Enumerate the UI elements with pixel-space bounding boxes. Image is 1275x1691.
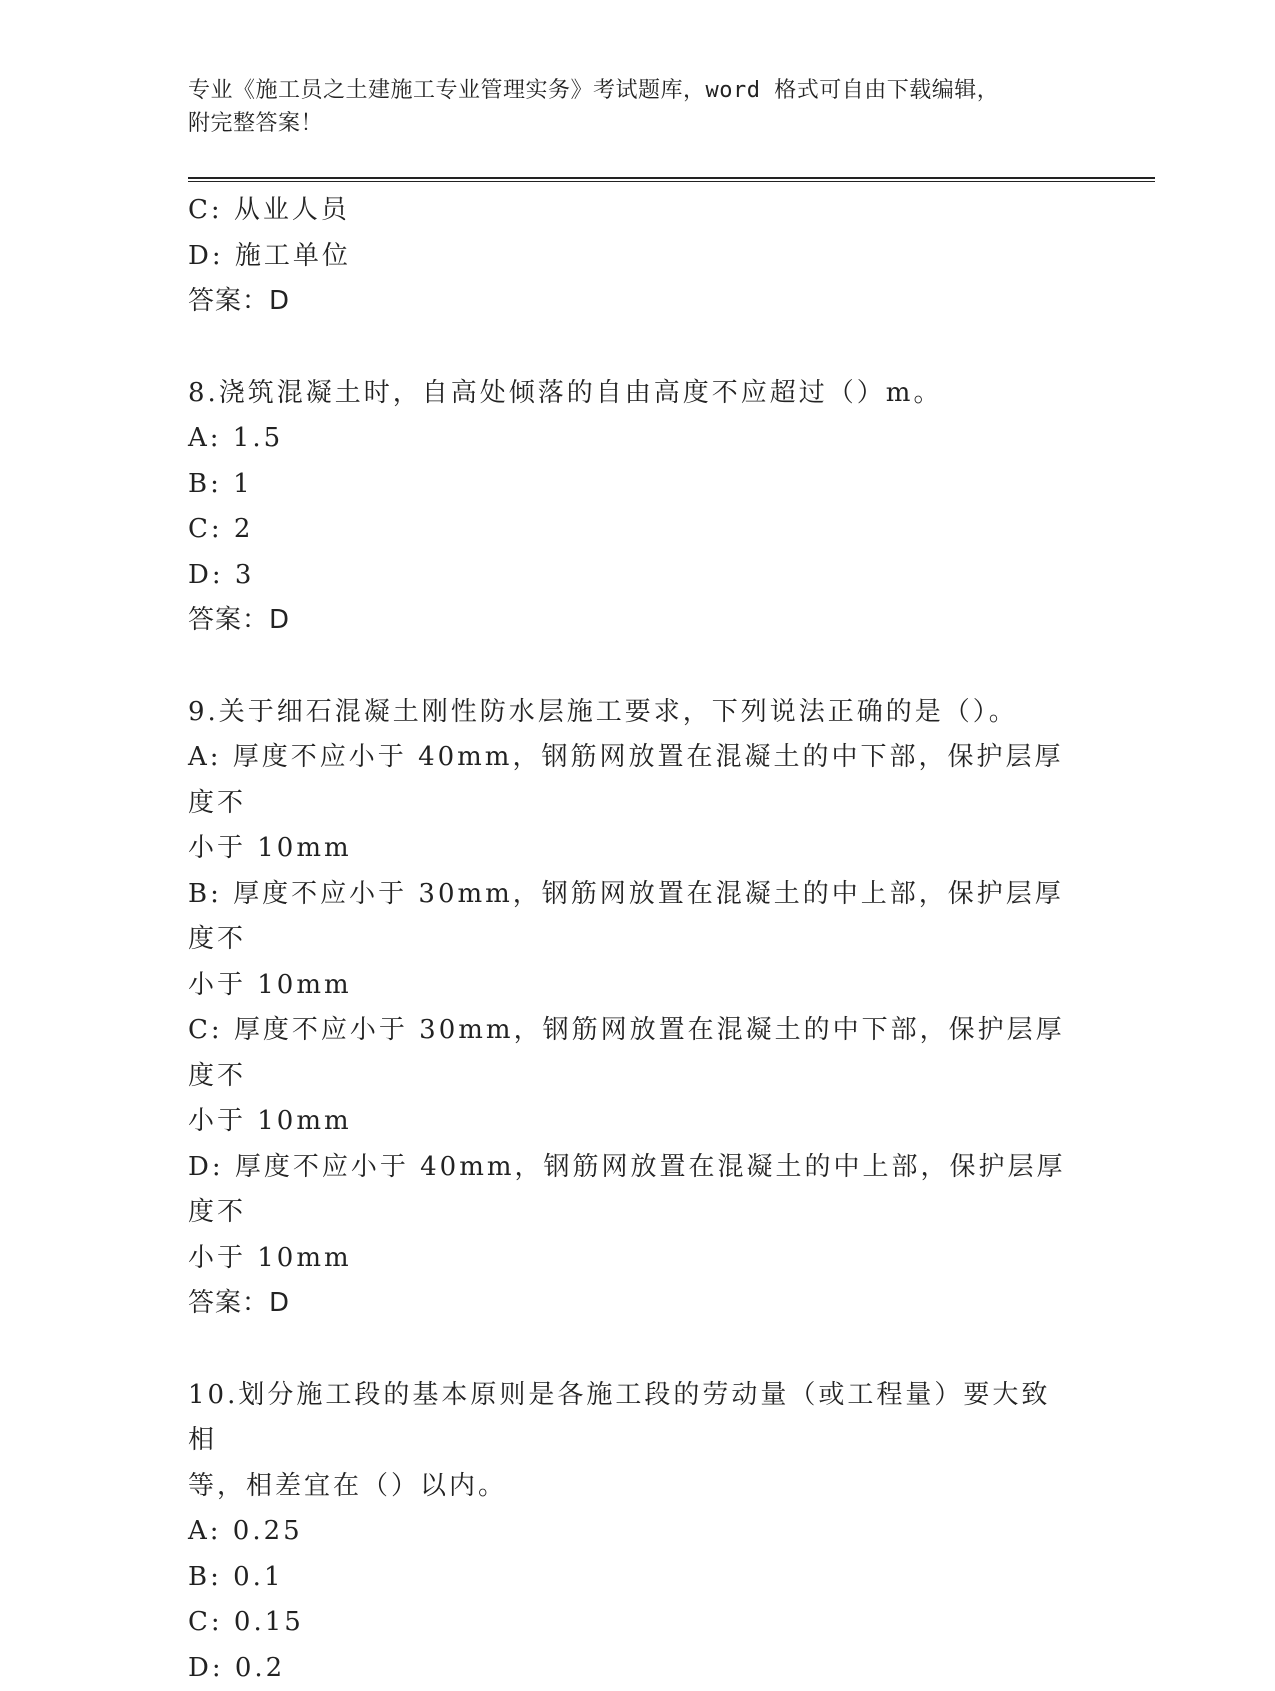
document-page [188, 0, 1148, 1650]
option-d [188, 1145, 1078, 1282]
question-stem: 9.关于细石混凝土刚性防水层施工要求，下列说法正确的是（）。 [188, 690, 1078, 736]
option-c-line-1: C: 厚度不应小于 30mm，钢筋网放置在混凝土的中下部，保护层厚度不 [188, 1008, 1078, 1099]
option-d: D: 施工单位 [188, 234, 1078, 280]
question-stem-line-2: 等，相差宜在（）以内。 [188, 1464, 1078, 1510]
option-c: C: 0.15 [188, 1600, 1078, 1646]
question-10 [188, 1373, 1078, 1691]
option-d-line-2: 小于 10mm [188, 1236, 1078, 1282]
question-stem: 8.浇筑混凝土时，自高处倾落的自由高度不应超过（）m。 [188, 371, 1078, 417]
option-b [188, 872, 1078, 1009]
option-a-line-1: A: 厚度不应小于 40mm，钢筋网放置在混凝土的中下部，保护层厚度不 [188, 735, 1078, 826]
answer-line: 答案：D [188, 1281, 1078, 1327]
option-a [188, 735, 1078, 872]
answer-line: 答案：D [188, 279, 1078, 325]
option-b: B: 0.1 [188, 1555, 1078, 1601]
answer-line: 答案：D [188, 598, 1078, 644]
option-b: B: 1 [188, 462, 1078, 508]
previous-question-tail [188, 188, 1078, 325]
option-d: D: 0.2 [188, 1646, 1078, 1691]
header-line-2: 附完整答案！ [188, 107, 1088, 140]
option-d: D: 3 [188, 553, 1078, 599]
option-c [188, 1008, 1078, 1145]
header-divider [188, 177, 1155, 182]
option-c: C: 从业人员 [188, 188, 1078, 234]
question-content [188, 188, 1078, 1691]
option-a: A: 0.25 [188, 1509, 1078, 1555]
option-d-line-1: D: 厚度不应小于 40mm，钢筋网放置在混凝土的中上部，保护层厚度不 [188, 1145, 1078, 1236]
question-stem-line-1: 10.划分施工段的基本原则是各施工段的劳动量（或工程量）要大致相 [188, 1373, 1078, 1464]
option-a: A: 1.5 [188, 416, 1078, 462]
question-8 [188, 371, 1078, 644]
option-c-line-2: 小于 10mm [188, 1099, 1078, 1145]
option-a-line-2: 小于 10mm [188, 826, 1078, 872]
document-header [188, 74, 1088, 140]
option-c: C: 2 [188, 507, 1078, 553]
header-line-1: 专业《施工员之土建施工专业管理实务》考试题库，word 格式可自由下载编辑， [188, 74, 1088, 107]
option-b-line-2: 小于 10mm [188, 963, 1078, 1009]
option-b-line-1: B: 厚度不应小于 30mm，钢筋网放置在混凝土的中上部，保护层厚度不 [188, 872, 1078, 963]
question-9 [188, 690, 1078, 1327]
